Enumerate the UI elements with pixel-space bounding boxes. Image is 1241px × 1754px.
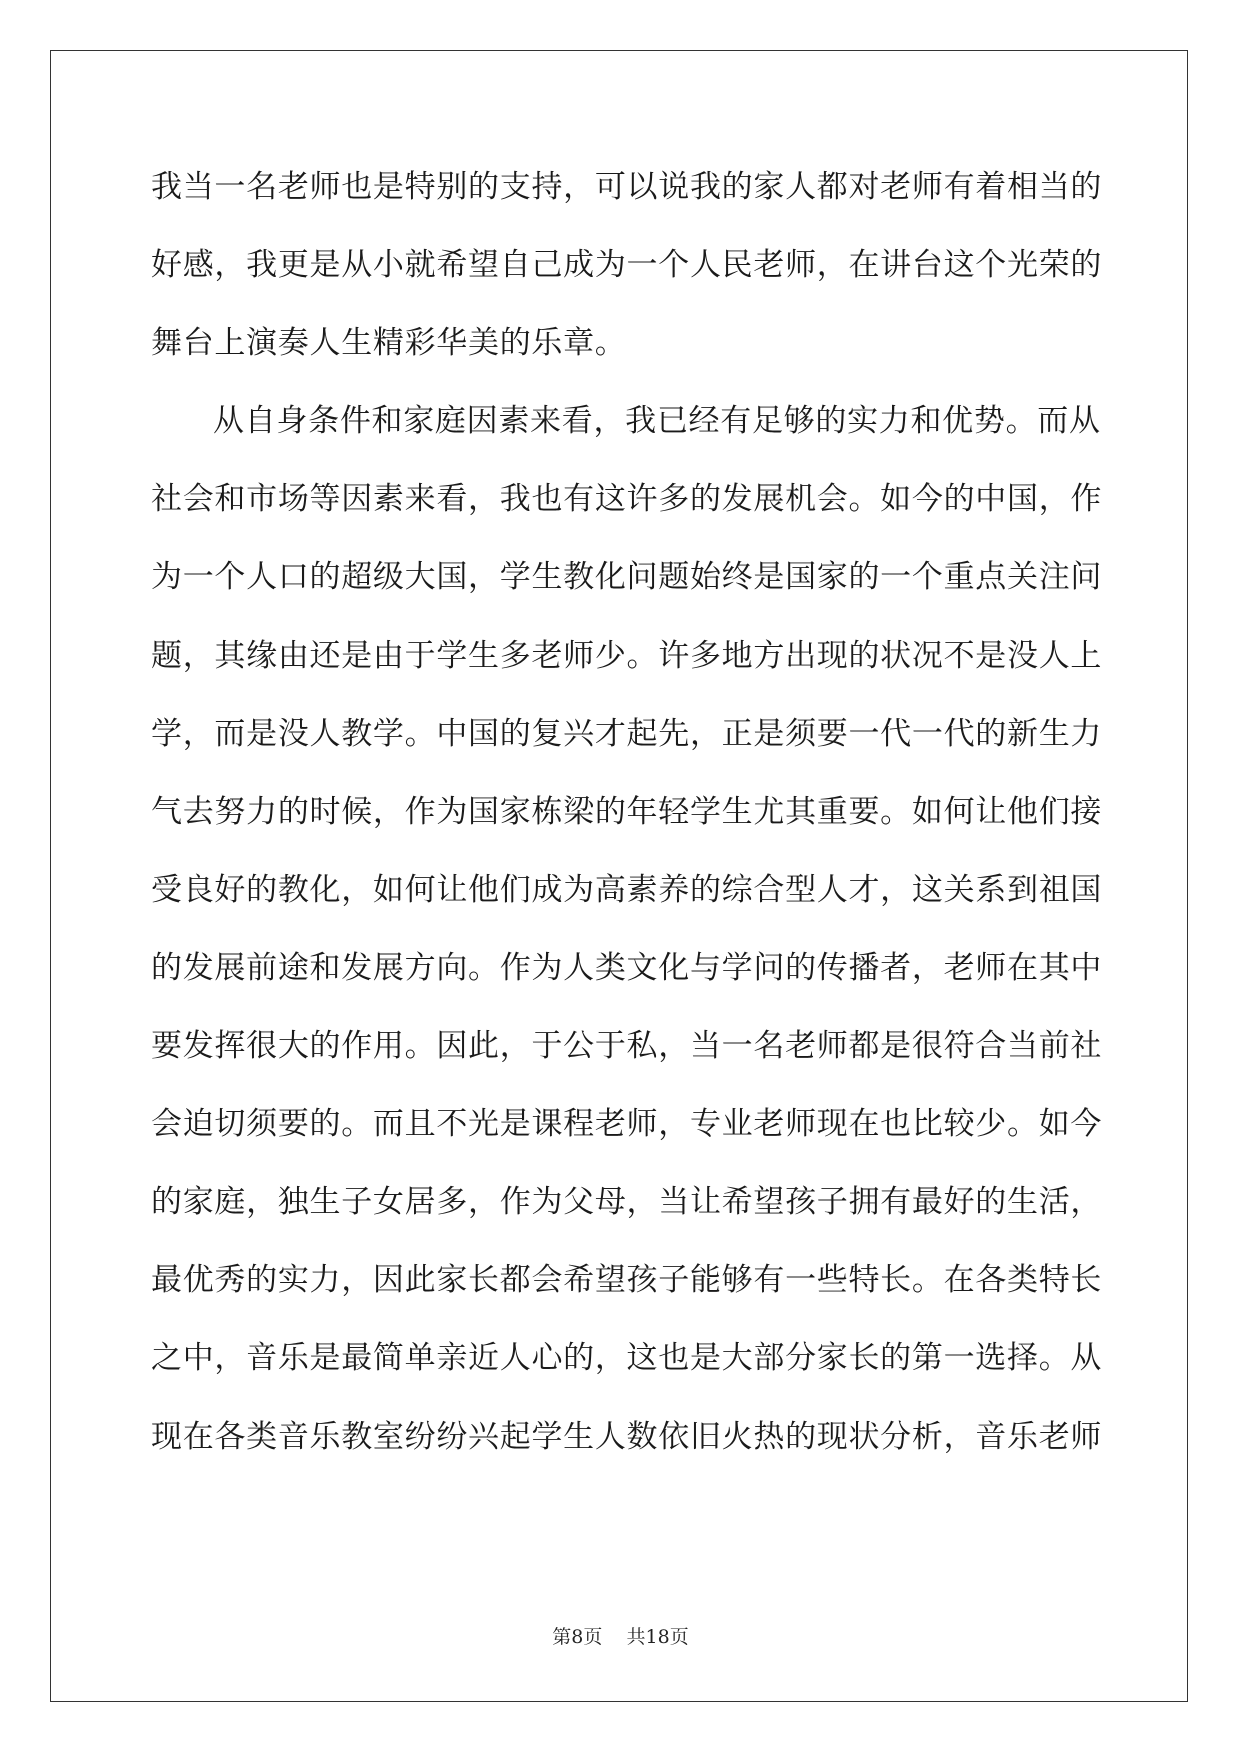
text-line: 气 去 努 力 的 时 候 ， 作 为 国 家 栋 梁 的 年 轻 学 生 尤 其 重 要 。 如 何 让 他 们 接 <box>151 793 1103 830</box>
text-line: 会 迫 切 须 要 的 。 而 且 不 光 是 课 程 老 师 ， 专 业 老 师 现 在 也 比 较 少 。 如 今 <box>151 1106 1103 1143</box>
text-line: 舞台上演奏人生精彩华美的乐章。 <box>151 325 627 362</box>
page-footer <box>0 1622 1241 1649</box>
text-line: 的 家 庭 ， 独 生 子 女 居 多 ， 作 为 父 母 ， 当 让 希 望 孩 子 拥 有 最 好 的 生 活 ， <box>151 1184 1103 1221</box>
text-line: 我 当 一 名 老 师 也 是 特 别 的 支 持 ， 可 以 说 我 的 家 人 都 对 老 师 有 着 相 当 的 <box>151 169 1103 205</box>
page-number: 第8页 <box>552 1626 603 1648</box>
text-line: 的 发 展 前 途 和 发 展 方 向 。 作 为 人 类 文 化 与 学 问 的 传 播 者 ， 老 师 在 其 中 <box>151 949 1103 986</box>
text-line: 题 ， 其 缘 由 还 是 由 于 学 生 多 老 师 少 。 许 多 地 方 出 现 的 状 况 不 是 没 人 上 <box>151 637 1103 674</box>
text-line: 受 良 好 的 教 化 ， 如 何 让 他 们 成 为 高 素 养 的 综 合 型 人 才 ， 这 关 系 到 祖 国 <box>151 871 1103 908</box>
text-line: 好 感 ， 我 更 是 从 小 就 希 望 自 己 成 为 一 个 人 民 老 师 ， 在 讲 台 这 个 光 荣 的 <box>151 247 1103 284</box>
text-line: 学 ， 而 是 没 人 教 学 。 中 国 的 复 兴 才 起 先 ， 正 是 须 要 一 代 一 代 的 新 生 力 <box>151 715 1103 752</box>
text-line: 最 优 秀 的 实 力 ， 因 此 家 长 都 会 希 望 孩 子 能 够 有 一 些 特 长 。 在 各 类 特 长 <box>151 1262 1103 1299</box>
text-line: 现 在 各 类 音 乐 教 室 纷 纷 兴 起 学 生 人 数 依 旧 火 热 的 现 状 分 析 ， 音 乐 老 师 <box>151 1418 1103 1455</box>
text-line: 社 会 和 市 场 等 因 素 来 看 ， 我 也 有 这 许 多 的 发 展 机 会 。 如 今 的 中 国 ， 作 <box>151 481 1103 518</box>
document-body <box>151 165 1103 1493</box>
text-line: 要 发 挥 很 大 的 作 用 。 因 此 ， 于 公 于 私 ， 当 一 名 老 师 都 是 很 符 合 当 前 社 <box>151 1028 1103 1065</box>
total-pages: 共18页 <box>626 1626 689 1648</box>
text-line: 为 一 个 人 口 的 超 级 大 国 ， 学 生 教 化 问 题 始 终 是 国 家 的 一 个 重 点 关 注 问 <box>151 559 1103 596</box>
text-line: 之 中 ， 音 乐 是 最 简 单 亲 近 人 心 的 ， 这 也 是 大 部 分 家 长 的 第 一 选 择 。 从 <box>151 1340 1103 1377</box>
text-line: 从 自 身 条 件 和 家 庭 因 素 来 看 ， 我 已 经 有 足 够 的 实 力 和 优 势 。 而 从 <box>213 403 1101 440</box>
